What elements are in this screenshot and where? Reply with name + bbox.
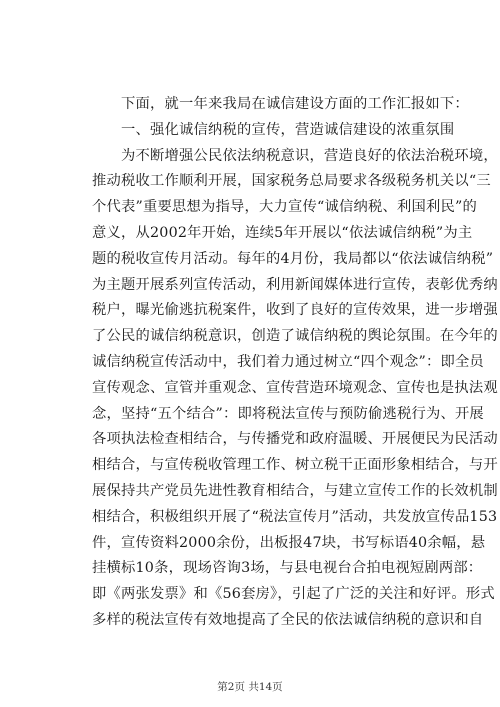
text-line: 为主题开展系列宣传活动，利用新闻媒体进行宣传，表彰优秀纳 <box>92 276 498 293</box>
text-line: 念，坚持“五个结合”：即将税法宣传与预防偷逃税行为、开展 <box>92 405 484 422</box>
text-line: 诚信纳税宣传活动中，我们着力通过树立“四个观念”：即全员 <box>92 353 484 370</box>
text-line: 挂横标10条，现场咨询3场，与县电视台合拍电视短剧两部： <box>92 560 483 577</box>
text-line: 宣传观念、宣管并重观念、宣传营造环境观念、宣传也是执法观 <box>92 379 498 396</box>
text-line: 件，宣传资料2000余份，出板报47块，书写标语40余幅，悬 <box>92 534 486 551</box>
text-line: 各项执法检查相结合，与传播党和政府温暖、开展便民为民活动 <box>92 431 498 448</box>
text-line: 题的税收宣传月活动。每年的4月份，我局都以“依法诚信纳税” <box>92 250 494 267</box>
text-line: 意义，从2002年开始，连续5年开展以“依法诚信纳税”为主 <box>92 224 473 241</box>
text-line: 推动税收工作顺利开展，国家税务总局要求各级税务机关以“三 <box>92 173 491 190</box>
text-line: 下面，就一年来我局在诚信建设方面的工作汇报如下： <box>92 96 469 112</box>
text-line: 税户，曝光偷逃抗税案件，收到了良好的宣传效果，进一步增强 <box>92 302 498 319</box>
text-line: 相结合，积极组织开展了“税法宣传月”活动，共发放宣传品153 <box>92 508 498 525</box>
text-line: 个代表”重要思想为指导，大力宣传“诚信纳税、利国利民”的 <box>92 199 477 216</box>
text-line: 为不断增强公民依法纳税意识，营造良好的依法治税环境， <box>92 147 498 164</box>
text-line: 多样的税法宣传有效地提高了全民的依法诚信纳税的意识和自 <box>92 611 484 628</box>
page-number: 第2页 共14页 <box>217 681 283 693</box>
text-line: 了公民的诚信纳税意识，创造了诚信纳税的舆论氛围。在今年的 <box>92 328 498 345</box>
document-body <box>92 92 498 634</box>
text-line: 即《两张发票》和《56套房》，引起了广泛的关注和好评。形式 <box>92 586 495 603</box>
page-footer <box>0 679 500 694</box>
section-heading: 一、强化诚信纳税的宣传，营造诚信建设的浓重氛围 <box>92 121 455 138</box>
text-line: 展保持共产党员先进性教育相结合，与建立宣传工作的长效机制 <box>92 482 498 499</box>
text-line: 相结合，与宣传税收管理工作、树立税干正面形象相结合，与开 <box>92 457 498 474</box>
